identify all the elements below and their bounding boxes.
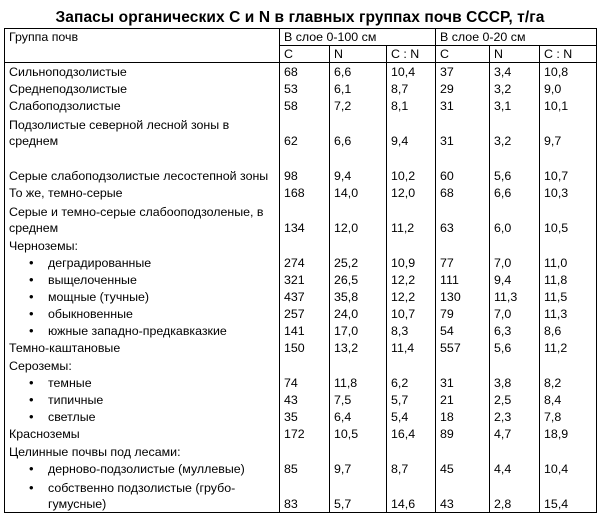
- soil-group-name: Серые слабоподзолистые лесостепной зоны: [5, 149, 280, 184]
- table-row: [5, 305, 597, 322]
- soil-group-name: Серые и темно-серые слабооподзоленые, в среднем: [5, 201, 280, 236]
- cell-cn-100: [387, 236, 436, 254]
- cell-cn-20: 11,5: [540, 288, 597, 305]
- cell-n-100: 35,8: [330, 288, 387, 305]
- cell-n-20: 9,4: [490, 271, 540, 288]
- soil-group-name: [5, 391, 280, 408]
- soil-subtype-label: светлые: [48, 410, 96, 424]
- cell-n-100: 9,7: [330, 460, 387, 477]
- table-row: [5, 254, 597, 271]
- cell-cn-20: 10,7: [540, 149, 597, 184]
- cell-c-100: 141: [280, 322, 330, 339]
- cell-c-100: 257: [280, 305, 330, 322]
- cell-c-100: 68: [280, 63, 330, 81]
- cell-cn-100: 5,7: [387, 391, 436, 408]
- cell-cn-100: 10,2: [387, 149, 436, 184]
- cell-c-100: 62: [280, 114, 330, 149]
- cell-n-20: 4,7: [490, 425, 540, 442]
- cell-n-20: 3,4: [490, 63, 540, 81]
- soil-subtype-label: деградированные: [48, 256, 152, 270]
- cell-cn-100: 10,9: [387, 254, 436, 271]
- cell-cn-100: 8,7: [387, 80, 436, 97]
- table-row: [5, 356, 597, 374]
- soil-group-name: [5, 271, 280, 288]
- cell-cn-100: 12,2: [387, 271, 436, 288]
- cell-n-100: [330, 356, 387, 374]
- soil-group-name: [5, 460, 280, 477]
- cell-n-20: 3,2: [490, 114, 540, 149]
- table-row: [5, 114, 597, 149]
- cell-cn-100: 6,2: [387, 374, 436, 391]
- soil-group-name: [5, 288, 280, 305]
- cell-n-20: 4,4: [490, 460, 540, 477]
- soil-subtype-label: собственно подзолистые (грубо-гумусные): [48, 481, 236, 511]
- cell-n-20: 5,6: [490, 149, 540, 184]
- header-n-20: N: [490, 46, 540, 63]
- cell-c-20: 29: [436, 80, 490, 97]
- soil-group-name: Сероземы:: [5, 356, 280, 374]
- cell-cn-20: [540, 356, 597, 374]
- table-row: [5, 408, 597, 425]
- cell-cn-20: 10,3: [540, 184, 597, 201]
- cell-n-100: 7,5: [330, 391, 387, 408]
- cell-cn-20: 11,2: [540, 339, 597, 356]
- cell-n-20: 2,5: [490, 391, 540, 408]
- cell-cn-20: 10,5: [540, 201, 597, 236]
- soil-carbon-nitrogen-table: [4, 28, 597, 513]
- cell-cn-100: 8,7: [387, 460, 436, 477]
- cell-cn-20: 10,8: [540, 63, 597, 81]
- soil-group-name: [5, 254, 280, 271]
- cell-cn-100: 12,2: [387, 288, 436, 305]
- cell-n-100: 6,6: [330, 114, 387, 149]
- header-cn-100: C : N: [387, 46, 436, 63]
- bullet-icon: [9, 392, 36, 408]
- cell-c-100: 58: [280, 97, 330, 114]
- table-title: Запасы органических С и N в главных группах почв СССР, т/га: [55, 9, 545, 26]
- cell-cn-100: 8,1: [387, 97, 436, 114]
- cell-n-100: 5,7: [330, 477, 387, 513]
- cell-c-100: 43: [280, 391, 330, 408]
- cell-cn-100: 10,7: [387, 305, 436, 322]
- cell-c-100: 150: [280, 339, 330, 356]
- cell-c-20: 111: [436, 271, 490, 288]
- cell-n-100: 7,2: [330, 97, 387, 114]
- cell-cn-100: 9,4: [387, 114, 436, 149]
- header-cn-20: C : N: [540, 46, 597, 63]
- cell-n-20: 6,6: [490, 184, 540, 201]
- cell-cn-20: 11,3: [540, 305, 597, 322]
- table-row: [5, 477, 597, 513]
- bullet-icon: [9, 306, 36, 322]
- header-c-100: С: [280, 46, 330, 63]
- cell-c-20: 31: [436, 114, 490, 149]
- cell-cn-20: 10,1: [540, 97, 597, 114]
- cell-n-20: 2,8: [490, 477, 540, 513]
- bullet-icon: [9, 409, 36, 425]
- table-row: [5, 322, 597, 339]
- cell-n-20: 3,2: [490, 80, 540, 97]
- cell-n-20: 6,3: [490, 322, 540, 339]
- cell-n-100: 26,5: [330, 271, 387, 288]
- table-row: [5, 184, 597, 201]
- bullet-icon: [9, 375, 36, 391]
- bullet-icon: [9, 272, 36, 288]
- cell-cn-20: 9,7: [540, 114, 597, 149]
- soil-subtype-label: типичные: [48, 393, 104, 407]
- cell-c-100: [280, 236, 330, 254]
- cell-c-20: 54: [436, 322, 490, 339]
- cell-n-20: 3,1: [490, 97, 540, 114]
- cell-c-100: [280, 442, 330, 460]
- cell-cn-20: 15,4: [540, 477, 597, 513]
- table-row: [5, 391, 597, 408]
- bullet-icon: [9, 255, 36, 271]
- soil-group-name: [5, 374, 280, 391]
- cell-n-100: 25,2: [330, 254, 387, 271]
- cell-c-20: 130: [436, 288, 490, 305]
- soil-group-name: Сильноподзолистые: [5, 63, 280, 81]
- soil-group-name: [5, 305, 280, 322]
- cell-c-20: 60: [436, 149, 490, 184]
- cell-cn-20: 8,4: [540, 391, 597, 408]
- cell-c-100: 98: [280, 149, 330, 184]
- soil-group-name: Красноземы: [5, 425, 280, 442]
- cell-n-20: 11,3: [490, 288, 540, 305]
- cell-c-20: 79: [436, 305, 490, 322]
- table-row: [5, 271, 597, 288]
- table-row: [5, 80, 597, 97]
- header-c-20: С: [436, 46, 490, 63]
- cell-cn-100: 8,3: [387, 322, 436, 339]
- soil-subtype-label: дерново-подзолистые (муллевые): [48, 462, 245, 476]
- cell-cn-20: 8,6: [540, 322, 597, 339]
- cell-c-20: [436, 236, 490, 254]
- table-row: [5, 442, 597, 460]
- bullet-icon: [9, 480, 36, 496]
- soil-subtype-label: выщелоченные: [48, 273, 137, 287]
- cell-cn-100: 16,4: [387, 425, 436, 442]
- cell-n-100: 24,0: [330, 305, 387, 322]
- table-row: [5, 63, 597, 81]
- cell-cn-100: 5,4: [387, 408, 436, 425]
- soil-group-name: То же, темно-серые: [5, 184, 280, 201]
- cell-n-20: 7,0: [490, 305, 540, 322]
- cell-n-100: 6,6: [330, 63, 387, 81]
- table-row: [5, 339, 597, 356]
- cell-cn-20: [540, 236, 597, 254]
- cell-c-20: 557: [436, 339, 490, 356]
- cell-c-100: 74: [280, 374, 330, 391]
- cell-n-20: [490, 236, 540, 254]
- cell-n-100: 6,1: [330, 80, 387, 97]
- cell-c-20: 31: [436, 374, 490, 391]
- cell-cn-20: 7,8: [540, 408, 597, 425]
- cell-cn-100: 10,4: [387, 63, 436, 81]
- cell-c-20: 31: [436, 97, 490, 114]
- cell-c-100: 437: [280, 288, 330, 305]
- cell-n-100: 13,2: [330, 339, 387, 356]
- table-row: [5, 201, 597, 236]
- cell-c-20: 77: [436, 254, 490, 271]
- table-row: [5, 236, 597, 254]
- cell-cn-20: [540, 442, 597, 460]
- cell-n-20: [490, 442, 540, 460]
- cell-c-20: 89: [436, 425, 490, 442]
- cell-c-20: 18: [436, 408, 490, 425]
- cell-c-100: 321: [280, 271, 330, 288]
- cell-c-20: [436, 442, 490, 460]
- cell-n-100: 11,8: [330, 374, 387, 391]
- header-layer-0-20: В слое 0-20 см: [436, 29, 597, 46]
- cell-cn-100: 11,2: [387, 201, 436, 236]
- table-row: [5, 149, 597, 184]
- header-group: Группа почв: [5, 29, 280, 46]
- cell-c-20: 68: [436, 184, 490, 201]
- cell-n-20: 5,6: [490, 339, 540, 356]
- cell-n-100: 17,0: [330, 322, 387, 339]
- cell-cn-100: [387, 442, 436, 460]
- cell-cn-20: 11,8: [540, 271, 597, 288]
- bullet-icon: [9, 323, 36, 339]
- soil-group-name: Темно-каштановые: [5, 339, 280, 356]
- cell-c-20: 21: [436, 391, 490, 408]
- soil-group-name: Целинные почвы под лесами:: [5, 442, 280, 460]
- cell-cn-100: 11,4: [387, 339, 436, 356]
- soil-group-name: Среднеподзолистые: [5, 80, 280, 97]
- cell-n-20: [490, 356, 540, 374]
- cell-n-20: 7,0: [490, 254, 540, 271]
- cell-cn-20: 8,2: [540, 374, 597, 391]
- cell-cn-20: 11,0: [540, 254, 597, 271]
- cell-n-100: [330, 442, 387, 460]
- header-layer-0-100: В слое 0-100 см: [280, 29, 436, 46]
- cell-c-100: 168: [280, 184, 330, 201]
- cell-n-100: [330, 236, 387, 254]
- cell-c-100: 134: [280, 201, 330, 236]
- cell-n-20: 6,0: [490, 201, 540, 236]
- cell-n-100: 10,5: [330, 425, 387, 442]
- cell-c-100: 85: [280, 460, 330, 477]
- cell-c-20: 45: [436, 460, 490, 477]
- cell-cn-100: 12,0: [387, 184, 436, 201]
- soil-subtype-label: обыкновенные: [48, 307, 133, 321]
- soil-subtype-label: темные: [48, 376, 92, 390]
- cell-c-100: [280, 356, 330, 374]
- cell-c-20: 37: [436, 63, 490, 81]
- bullet-icon: [9, 289, 36, 305]
- header-group-blank: [5, 46, 280, 63]
- soil-group-name: [5, 408, 280, 425]
- bullet-icon: [9, 461, 36, 477]
- soil-group-name: Подзолистые северной лесной зоны в среднем: [5, 114, 280, 149]
- table-row: [5, 288, 597, 305]
- soil-group-name: [5, 477, 280, 513]
- cell-cn-20: 18,9: [540, 425, 597, 442]
- cell-c-100: 53: [280, 80, 330, 97]
- soil-group-name: Черноземы:: [5, 236, 280, 254]
- cell-n-100: 14,0: [330, 184, 387, 201]
- table-row: [5, 425, 597, 442]
- soil-subtype-label: южные западно-предкавказкие: [48, 324, 227, 338]
- cell-c-100: 83: [280, 477, 330, 513]
- cell-n-100: 9,4: [330, 149, 387, 184]
- cell-cn-100: 14,6: [387, 477, 436, 513]
- cell-cn-20: 9,0: [540, 80, 597, 97]
- soil-group-name: [5, 322, 280, 339]
- cell-c-100: 274: [280, 254, 330, 271]
- cell-n-20: 2,3: [490, 408, 540, 425]
- soil-subtype-label: мощные (тучные): [48, 290, 150, 304]
- table-row: [5, 97, 597, 114]
- soil-group-name: Слабоподзолистые: [5, 97, 280, 114]
- cell-cn-20: 10,4: [540, 460, 597, 477]
- header-n-100: N: [330, 46, 387, 63]
- cell-c-100: 35: [280, 408, 330, 425]
- cell-c-20: 63: [436, 201, 490, 236]
- cell-c-100: 172: [280, 425, 330, 442]
- cell-n-20: 3,8: [490, 374, 540, 391]
- cell-n-100: 6,4: [330, 408, 387, 425]
- table-row: [5, 460, 597, 477]
- cell-c-20: [436, 356, 490, 374]
- table-row: [5, 374, 597, 391]
- cell-cn-100: [387, 356, 436, 374]
- cell-c-20: 43: [436, 477, 490, 513]
- cell-n-100: 12,0: [330, 201, 387, 236]
